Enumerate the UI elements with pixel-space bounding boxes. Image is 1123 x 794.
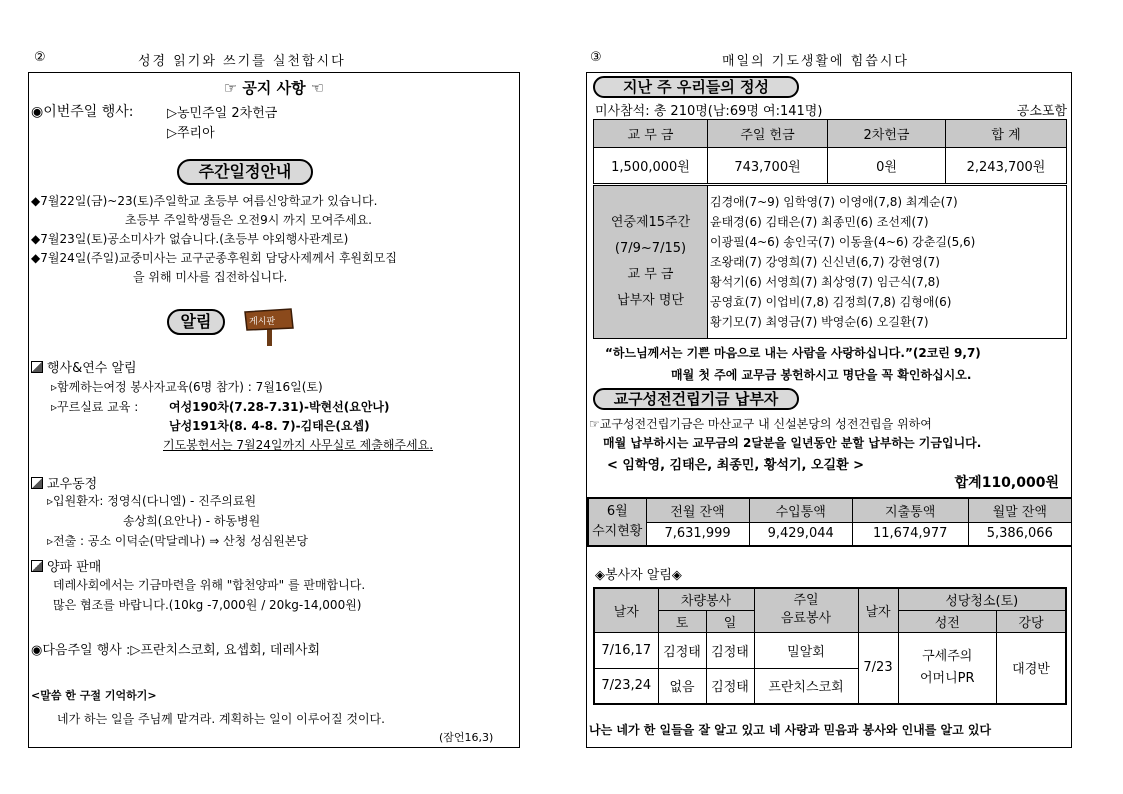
vol-header-sun: 일: [706, 610, 754, 632]
finance-label-line: 6월: [606, 504, 628, 519]
offering-table: [593, 119, 1067, 184]
offering-value-cell: 743,700원: [708, 148, 828, 184]
offering-header-cell: 2차헌금: [828, 120, 946, 148]
events-line-3: 여성190차(7.28-7.31)-박현선(요안나): [169, 400, 390, 414]
dues-label-line: (7/9~7/15): [614, 241, 687, 256]
vol-header-hall: 강당: [997, 610, 1067, 632]
dues-names-line: 이광필(4~6) 송인국(7) 이동율(4~6) 강춘길(5,6): [710, 235, 976, 249]
parish-line-3: ▹전출 : 공소 이덕순(막달레나) ⇒ 산청 성심원본당: [47, 534, 309, 548]
events-line-5: 기도봉헌서는 7월24일까지 사무실로 제출해주세요.: [163, 438, 434, 452]
vol-header-vehicle: 차량봉사: [658, 588, 754, 610]
dues-label-line: 납부자 명단: [617, 293, 684, 308]
board-sign-icon: [243, 306, 295, 346]
finance-label-cell: [588, 498, 646, 546]
alert-pill: 알림: [167, 309, 225, 335]
vol-cell-sat: 김정태: [658, 632, 706, 668]
offering-header-cell: 주일 헌금: [708, 120, 828, 148]
finance-header-cell: 지출통액: [852, 498, 968, 522]
finance-label-line: 수지현황: [592, 524, 643, 539]
vol-header-date2: 날자: [858, 588, 898, 632]
dues-label-cell: [594, 186, 708, 339]
events-title: [31, 357, 137, 376]
scripture-quote: “하느님께서는 기쁜 마음으로 내는 사람을 사랑하십니다.”(2코린 9,7): [605, 346, 981, 360]
vol-cell-sun: 김정태: [706, 632, 754, 668]
next-week-events: ◉다음주일 행사 :▷프란치스코회, 요셉회, 데레사회: [31, 643, 321, 658]
fund-names: < 임학영, 김태은, 최종민, 황석기, 오길환 >: [607, 458, 865, 473]
attendance-note: 공소포함: [1016, 104, 1067, 119]
vol-header-clean: 성당청소(토): [898, 588, 1066, 610]
this-week-label: ◉이번주일 행사:: [31, 104, 134, 120]
finance-header-cell: 월말 잔액: [968, 498, 1072, 522]
this-week-item-1: ▷농민주일 2차헌금: [167, 106, 278, 121]
page-number-left: ②: [34, 50, 46, 65]
attendance-text: 미사참석: 총 210명(남:69명 여:141명): [595, 104, 823, 119]
vol-header-date: 날자: [594, 588, 658, 632]
schedule-line-1: ◆7월22일(금)~23(토)주일학교 초등부 여름신앙학교가 있습니다.: [31, 194, 378, 208]
volunteer-table: [593, 587, 1067, 705]
fund-line-1: ☞교구성전건립기금은 마산교구 내 신설본당의 성전건립을 위하여: [589, 417, 932, 431]
onion-line-2: 많은 협조를 바랍니다.(10kg -7,000원 / 20kg-14,000원): [53, 598, 362, 612]
vol-cell-drink: 프란치스코회: [754, 668, 858, 704]
parish-line-2: 송상희(요안나) - 하동병원: [123, 514, 261, 528]
dues-names-cell: [708, 186, 1067, 339]
parish-line-1: ▹입원환자: 정영식(다니엘) - 진주의료원: [47, 494, 257, 508]
finance-value-cell: 5,386,066: [968, 522, 1072, 546]
schedule-line-2: 초등부 주일학생들은 오전9시 까지 모여주세요.: [125, 213, 372, 227]
events-title-text: 행사&연수 알림: [47, 361, 137, 376]
offering-value-cell: 0원: [828, 148, 946, 184]
parish-title: [31, 473, 97, 492]
vol-header-sat: 토: [658, 610, 706, 632]
volunteer-title: ◈봉사자 알림◈: [595, 568, 682, 583]
clean-hall-cell: 대경반: [997, 632, 1067, 704]
clean-date-cell: 7/23: [858, 632, 898, 704]
offering-value-cell: 1,500,000원: [594, 148, 708, 184]
fund-line-2: 매월 납부하시는 교무금의 2달분을 일년동안 분할 납부하는 기금입니다.: [603, 436, 982, 450]
right-page-panel: [586, 72, 1072, 748]
schedule-line-5: 을 위해 미사를 집전하십니다.: [133, 270, 288, 284]
onion-title: [31, 556, 101, 575]
onion-title-text: 양파 판매: [47, 560, 102, 575]
onion-line-1: 데레사회에서는 기금마련을 위해 "합천양파" 를 판매합니다.: [53, 578, 366, 592]
finance-value-cell: 7,631,999: [646, 522, 749, 546]
dues-table: [593, 185, 1067, 339]
verse-text: 네가 하는 일을 주님께 맡겨라. 계획하는 일이 이루어질 것이다.: [57, 712, 385, 726]
finance-value-cell: 9,429,044: [749, 522, 852, 546]
left-page-panel: [28, 72, 520, 748]
section-square-icon: [31, 477, 43, 489]
events-line-4: 남성191차(8. 4-8. 7)-김태은(요셉): [169, 419, 370, 433]
offering-header-cell: 교 무 금: [594, 120, 708, 148]
dues-names-line: 황기모(7) 최영금(7) 박영순(6) 오길환(7): [710, 315, 929, 329]
vol-header-drink: 주일 음료봉사: [754, 588, 858, 632]
parish-title-text: 교우동정: [47, 477, 98, 492]
section-square-icon: [31, 560, 43, 572]
vol-cell-date: 7/23,24: [594, 668, 658, 704]
offering-value-cell: 2,243,700원: [946, 148, 1067, 184]
offering-pill: 지난 주 우리들의 정성: [593, 76, 799, 98]
page-number-right: ③: [590, 50, 602, 65]
dues-label-line: 연중제15주간: [610, 215, 691, 230]
schedule-pill: 주간일정안내: [177, 159, 313, 185]
schedule-line-4: ◆7월24일(주일)교중미사는 교구군종후원회 담당사제께서 후원회모집: [31, 251, 397, 265]
page-header-right: 매일의 기도생활에 힘씁시다: [722, 54, 909, 69]
verse-title: <말씀 한 구절 기억하기>: [31, 689, 157, 702]
vol-cell-sun: 김정태: [706, 668, 754, 704]
clean-sanctuary-cell: 구세주의 어머니PR: [898, 632, 997, 704]
fund-pill: 교구성전건립기금 납부자: [593, 388, 799, 410]
events-line-1: ▹함께하는여정 봉사자교육(6명 참가) : 7월16일(토): [51, 380, 323, 394]
schedule-line-3: ◆7월23일(토)공소미사가 없습니다.(초등부 야외행사관계로): [31, 232, 349, 246]
events-line-2: ▹꾸르실료 교육 :: [51, 400, 139, 414]
dues-names-line: 조왕래(7) 강영희(7) 신신년(6,7) 강현영(7): [710, 255, 940, 269]
this-week-item-2: ▷쭈리아: [167, 126, 215, 141]
section-square-icon: [31, 361, 43, 373]
dues-label-line: 교 무 금: [627, 267, 674, 282]
vol-header-sanctuary: 성전: [898, 610, 997, 632]
finance-table: [587, 497, 1072, 547]
finance-header-cell: 전월 잔액: [646, 498, 749, 522]
dues-names-line: 윤태경(6) 김태은(7) 최종민(6) 조선제(7): [710, 215, 929, 229]
fund-total: 합계110,000원: [954, 475, 1059, 491]
vol-cell-drink: 밀알회: [754, 632, 858, 668]
notice-title: ☞ 공지 사항 ☜: [223, 79, 325, 97]
dues-names-line: 황석기(6) 서영희(7) 최상영(7) 임근식(7,8): [710, 275, 940, 289]
dues-reminder: 매월 첫 주에 교무금 봉헌하시고 명단을 꼭 확인하십시오.: [671, 368, 972, 382]
vol-cell-date: 7/16,17: [594, 632, 658, 668]
finance-value-cell: 11,674,977: [852, 522, 968, 546]
vol-cell-sat: 없음: [658, 668, 706, 704]
dues-names-line: 김경애(7~9) 임학영(7) 이영애(7,8) 최계순(7): [710, 195, 958, 209]
verse-reference: (잠언16,3): [439, 731, 494, 744]
finance-header-cell: 수입통액: [749, 498, 852, 522]
page-header-left: 성경 읽기와 쓰기를 실천합시다: [138, 54, 346, 69]
board-sign-text: 게시판: [249, 317, 276, 327]
dues-names-line: 공영효(7) 이업비(7,8) 김정희(7,8) 김형애(6): [710, 295, 952, 309]
footer-quote: 나는 네가 한 일들을 잘 알고 있고 네 사랑과 믿음과 봉사와 인내를 알고 있다: [589, 723, 992, 737]
offering-header-cell: 합 계: [946, 120, 1067, 148]
